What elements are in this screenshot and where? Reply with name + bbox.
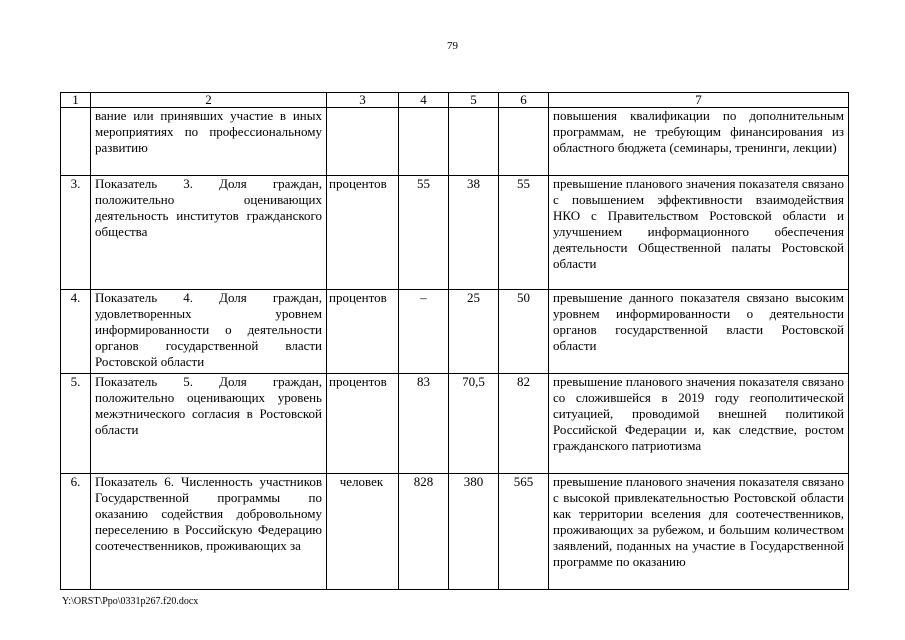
indicators-table <box>60 92 849 590</box>
comment-cell: превышение планового значения показателя связано с высокой привлекательностью Ростовской области как территории вселения для соотечественников, проживающих за рубежом, и большим количеством заявлений, поданных на участие в Государственной программе по оказанию <box>549 474 849 590</box>
indicator-cell: Показатель 4. Доля граждан, удовлетворенных уровнем информированности о деятельности органов государственной власти Ростовской области <box>91 290 327 374</box>
value-cell: 38 <box>449 176 499 290</box>
table-row <box>61 108 849 176</box>
page-number: 79 <box>447 40 458 52</box>
row-number: 3. <box>61 176 91 290</box>
table-row <box>61 374 849 474</box>
value-cell: – <box>399 290 449 374</box>
value-cell: 565 <box>499 474 549 590</box>
value-cell: 25 <box>449 290 499 374</box>
value-cell <box>499 108 549 176</box>
indicator-cell: вание или принявших участие в иных мероприятиях по профессиональному развитию <box>91 108 327 176</box>
table-row <box>61 290 849 374</box>
value-cell: 82 <box>499 374 549 474</box>
header-cell: 1 <box>61 93 91 108</box>
header-cell: 6 <box>499 93 549 108</box>
file-path-footer: Y:\ORST\Ppo\0331p267.f20.docx <box>62 596 199 607</box>
value-cell: 55 <box>499 176 549 290</box>
indicator-cell: Показатель 5. Доля граждан, положительно оценивающих уровень межэтнического согласия в Ростовской области <box>91 374 327 474</box>
row-number: 6. <box>61 474 91 590</box>
row-number <box>61 108 91 176</box>
value-cell: 83 <box>399 374 449 474</box>
table-header-row <box>61 93 849 108</box>
unit-cell <box>327 108 399 176</box>
indicator-cell: Показатель 6. Численность участников Государственной программы по оказанию содействия добровольному переселению в Российскую Федерацию соотечественников, проживающих за <box>91 474 327 590</box>
value-cell: 380 <box>449 474 499 590</box>
value-cell <box>449 108 499 176</box>
unit-cell: процентов <box>327 176 399 290</box>
value-cell <box>399 108 449 176</box>
value-cell: 55 <box>399 176 449 290</box>
value-cell: 828 <box>399 474 449 590</box>
unit-cell: процентов <box>327 290 399 374</box>
header-cell: 2 <box>91 93 327 108</box>
row-number: 5. <box>61 374 91 474</box>
unit-cell: человек <box>327 474 399 590</box>
header-cell: 5 <box>449 93 499 108</box>
table-row <box>61 176 849 290</box>
value-cell: 70,5 <box>449 374 499 474</box>
comment-cell: превышение планового значения показателя связано с повышением эффективности взаимодействия НКО с Правительством Ростовской области и улучшением информационного обеспечения деятельности Общественной палаты Ростовской области <box>549 176 849 290</box>
comment-cell: превышение планового значения показателя связано со сложившейся в 2019 году геополитической ситуацией, проводимой внешней политикой Российской Федерации и, как следствие, ростом гражданского патриотизма <box>549 374 849 474</box>
value-cell: 50 <box>499 290 549 374</box>
comment-cell: повышения квалификации по дополнительным программам, не требующим финансирования из областного бюджета (семинары, тренинги, лекции) <box>549 108 849 176</box>
table-row <box>61 474 849 590</box>
row-number: 4. <box>61 290 91 374</box>
header-cell: 4 <box>399 93 449 108</box>
unit-cell: процентов <box>327 374 399 474</box>
comment-cell: превышение данного показателя связано высоким уровнем информированности о деятельности органов государственной власти Ростовской области <box>549 290 849 374</box>
indicator-cell: Показатель 3. Доля граждан, положительно оценивающих деятельность институтов гражданского общества <box>91 176 327 290</box>
header-cell: 3 <box>327 93 399 108</box>
header-cell: 7 <box>549 93 849 108</box>
